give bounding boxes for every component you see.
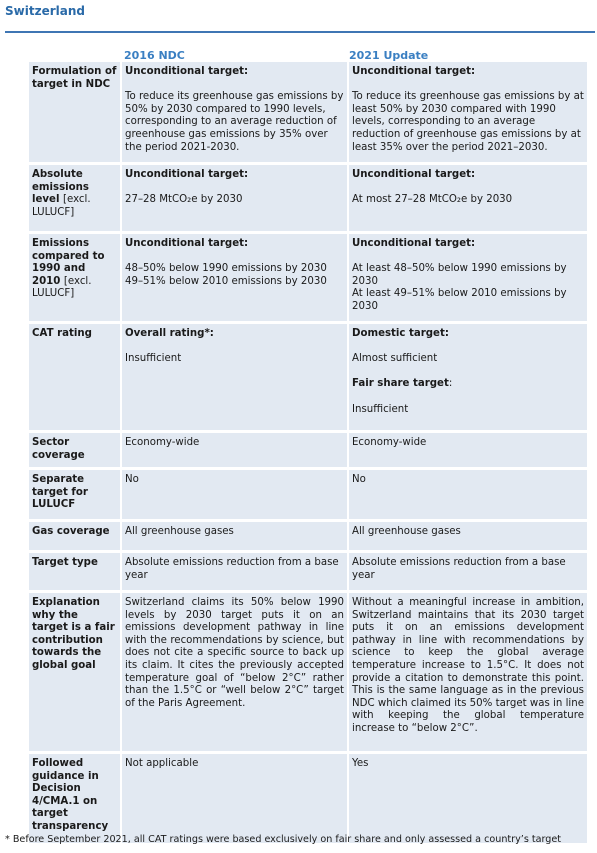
row-label: Explanation why the target is a fair contribution towards the global goal bbox=[29, 593, 120, 751]
row-label bbox=[29, 234, 120, 321]
row-label-text: Absolute emissions level bbox=[32, 169, 89, 206]
row-label: Formulation of target in NDC bbox=[29, 62, 120, 162]
ndc-text: 48–50% below 1990 emissions by 2030 bbox=[125, 263, 327, 275]
ndc-cell: Absolute emissions reduction from a base year bbox=[120, 553, 347, 590]
footnote: * Before September 2021, all CAT ratings were based exclusively on fair share and only assessed a country’s target bbox=[5, 834, 562, 845]
column-header-2021-update: 2021 Update bbox=[349, 49, 429, 62]
ndc-cell: Economy-wide bbox=[120, 433, 347, 467]
update-cell bbox=[347, 165, 587, 231]
ndc-heading: Unconditional target: bbox=[125, 238, 249, 249]
ndc-cell bbox=[120, 62, 347, 162]
update-cell: Yes bbox=[347, 754, 587, 843]
update-text: To reduce its greenhouse gas emissions by at least 50% by 2030 compared with 1990 levels, corresponding to an average reduction of greenhouse gas emissions by at least 35% over the period 2021–2030. bbox=[352, 91, 584, 153]
title-divider bbox=[5, 31, 595, 33]
page-title: Switzerland bbox=[5, 4, 85, 18]
table-row-guidance bbox=[29, 754, 587, 843]
ndc-cell: Not applicable bbox=[120, 754, 347, 843]
update-cell: No bbox=[347, 470, 587, 519]
row-label: Separate target for LULUCF bbox=[29, 470, 120, 519]
table-row-explanation bbox=[29, 593, 587, 754]
update-cell bbox=[347, 62, 587, 162]
update-text: Almost sufficient bbox=[352, 353, 438, 365]
update-heading: Domestic target: bbox=[352, 328, 449, 339]
update-cell: Without a meaningful increase in ambition, Switzerland maintains that its 2030 target puts it on an emissions development pathway in line with recommendations by science to keep the global average temperature increase to 1.5°C. It does not provide a citation to demonstrate this point. This is the same language as in the previous NDC which claimed its 50% target was in line with keeping the global temperature increase to “below 2°C”. bbox=[347, 593, 587, 751]
row-label: CAT rating bbox=[29, 324, 120, 430]
ndc-heading: Unconditional target: bbox=[125, 66, 249, 77]
row-label: Target type bbox=[29, 553, 120, 590]
update-heading: Unconditional target: bbox=[352, 169, 476, 180]
update-text: At least 48–50% below 1990 emissions by 2030 bbox=[352, 263, 567, 287]
update-heading: Unconditional target: bbox=[352, 66, 476, 77]
update-cell: Absolute emissions reduction from a base year bbox=[347, 553, 587, 590]
update-text: Insufficient bbox=[352, 403, 409, 415]
row-label bbox=[29, 165, 120, 231]
row-label: Sector coverage bbox=[29, 433, 120, 467]
table-row-sector bbox=[29, 433, 587, 470]
ndc-cell bbox=[120, 234, 347, 321]
update-text: At least 49–51% below 2010 emissions by 2030 bbox=[352, 288, 567, 312]
ndc-text: 49–51% below 2010 emissions by 2030 bbox=[125, 275, 327, 287]
ndc-text: 27–28 MtCO₂e by 2030 bbox=[125, 194, 243, 206]
ndc-cell bbox=[120, 165, 347, 231]
table-row-target-type bbox=[29, 553, 587, 593]
ndc-cell: All greenhouse gases bbox=[120, 522, 347, 550]
ndc-text: Insufficient bbox=[125, 353, 182, 365]
ndc-cell: No bbox=[120, 470, 347, 519]
table-row-formulation bbox=[29, 62, 587, 165]
column-header-2016-ndc: 2016 NDC bbox=[124, 49, 185, 62]
comparison-table bbox=[29, 62, 587, 843]
ndc-heading: Unconditional target: bbox=[125, 169, 249, 180]
table-row-gas bbox=[29, 522, 587, 553]
table-row-cat-rating bbox=[29, 324, 587, 433]
ndc-cell: Switzerland claims its 50% below 1990 levels by 2030 target puts it on an emissions development pathway in line with the recommendations by science, but does not cite a specific source to back up its claim. It cites the previously accepted temperature goal of “below 2°C” rather than the 1.5°C or “well below 2°C” target of the Paris Agreement. bbox=[120, 593, 347, 751]
row-label: Gas coverage bbox=[29, 522, 120, 550]
row-label-text: Emissions compared to 1990 and 2010 bbox=[32, 238, 105, 287]
fair-share-heading: Fair share target bbox=[352, 378, 449, 390]
update-cell bbox=[347, 234, 587, 321]
update-cell bbox=[347, 324, 587, 430]
update-cell: All greenhouse gases bbox=[347, 522, 587, 550]
row-label: Followed guidance in Decision 4/CMA.1 on target transparency bbox=[29, 754, 120, 843]
ndc-cell bbox=[120, 324, 347, 430]
ndc-text: To reduce its greenhouse gas emissions by 50% by 2030 compared to 1990 levels, corresponding to an average reduction of greenhouse gas emissions by 35% over the period 2021-2030. bbox=[125, 91, 344, 153]
table-row-lulucf bbox=[29, 470, 587, 522]
table-row-absolute bbox=[29, 165, 587, 234]
fair-share-colon: : bbox=[448, 378, 453, 390]
update-cell: Economy-wide bbox=[347, 433, 587, 467]
row-label-note: [excl. LULUCF] bbox=[32, 194, 91, 218]
update-heading: Unconditional target: bbox=[352, 238, 476, 249]
ndc-heading: Overall rating*: bbox=[125, 328, 214, 339]
update-heading-2 bbox=[352, 378, 584, 391]
update-text: At most 27–28 MtCO₂e by 2030 bbox=[352, 194, 513, 206]
table-row-compared bbox=[29, 234, 587, 324]
row-label-note: [excl. LULUCF] bbox=[32, 275, 92, 300]
